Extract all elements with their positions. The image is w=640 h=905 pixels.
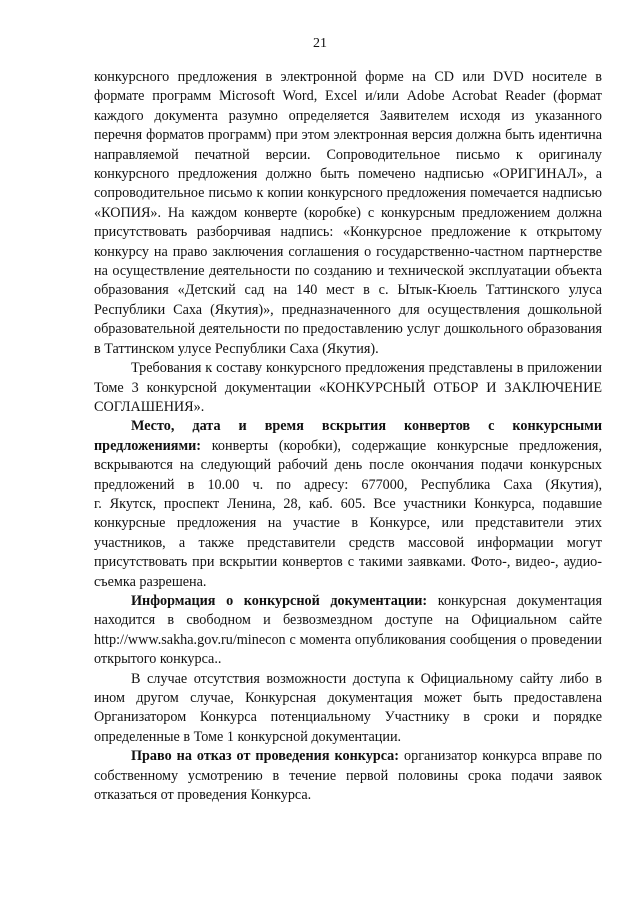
paragraph-opening-place-time — [94, 417, 602, 495]
paragraph-right-to-cancel — [94, 747, 602, 805]
paragraph-opening-continued: г. Якутск, проспект Ленина, 28, каб. 605. Все участники Конкурса, подавшие конкурсные предложения на участие в Конкурсе, или представители этих участников, а также представители средств массовой информации могут присутствовать при вскрытии конвертов с такими заявками. Фото-, видео-, аудио- съемка разрешена. — [94, 495, 602, 590]
document-body — [94, 68, 602, 805]
paragraph-envelope-requirements: конкурсного предложения в электронной форме на CD или DVD носителе в формате программ Microsoft Word, Excel и/или Adobe Acrobat Reader (формат каждого документа разумно определяется Заявителем исходя из указанного перечня форматов программ) при этом электронная версия должна быть идентична направляемой печатной версии. Сопроводительное письмо к оригиналу конкурсного предложения должно быть помечено надписью «ОРИГИНАЛ», а сопроводительное письмо к копии конкурсного предложения помечается надписью «КОПИЯ». На каждом конверте (коробке) с конкурсным предложением должна присутствовать разборчивая надпись: «Конкурсное предложение к открытому конкурсу на право заключения соглашения о государственно-частном партнерстве на осуществление деятельности по созданию и технической эксплуатации объекта образования «Детский сад на 140 мест в с. Ытык-Кюель Таттинского улуса Республики Саха (Якутия)», предназначенного для осуществления дошкольной образовательной деятельности по предоставлению услуг дошкольного образования в Таттинском улусе Республики Саха (Якутия). — [94, 69, 602, 357]
heading-right-to-cancel: Право на отказ от проведения конкурса: — [131, 748, 400, 765]
opening-details-text: конверты (коробки), содержащие конкурсные предложения, вскрываются на следующий рабочий день после окончания подачи конкурсных предложений в 10.00 ч. по адресу: 677000, Республика Саха (Якутия), — [94, 437, 602, 493]
heading-documentation-info: Информация о конкурсной документации: — [131, 592, 428, 609]
paragraph-composition-requirements: Требования к составу конкурсного предложения представлены в приложении Томе 3 конкурсной документации «КОНКУРСНЫЙ ОТБОР И ЗАКЛЮЧЕНИЕ СОГЛАШЕНИЯ». — [94, 360, 602, 415]
documentation-info-text: конкурсная документация находится в свободном и безвозмездном доступе на Официальном сайте http://www.sakha.gov.ru/minecon с момента опубликования сообщения о проведении открытого конкурса.. — [94, 592, 603, 668]
paragraph-documentation-info — [94, 592, 602, 670]
right-to-cancel-text: организатор конкурса вправе по собственному усмотрению в течение первой половины срока подачи заявок отказаться от проведения Конкурса. — [94, 748, 603, 804]
paragraph-alternative-access: В случае отсутствия возможности доступа к Официальному сайту либо в ином другом случае, Конкурсная документация может быть предоставлена Организатором Конкурса потенциальному Участнику в сроки и порядке определенные в Томе 1 конкурсной документации. — [94, 670, 602, 745]
heading-opening-place-time: Место, дата и время вскрытия конвертов с конкурсными предложениями: — [94, 418, 602, 454]
page-number: 21 — [313, 36, 327, 51]
